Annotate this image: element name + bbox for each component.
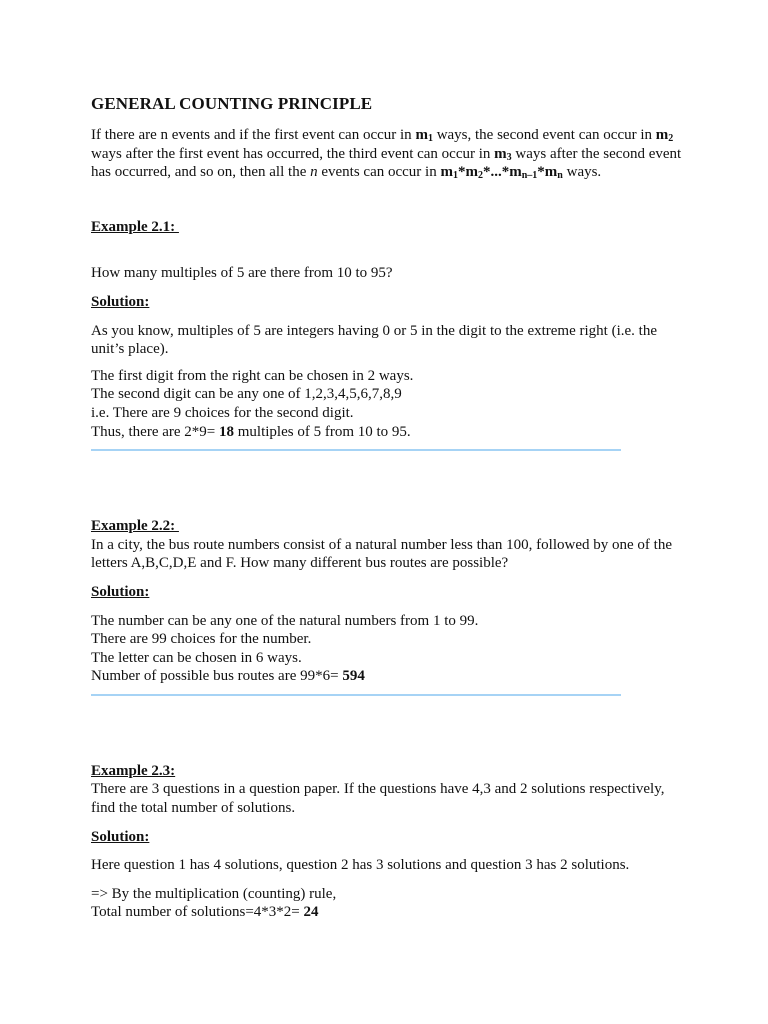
intro-paragraph: If there are n events and if the first event can occur in $m_1$ ways, the second event can occur in $m_2$ ways after the first event has occurred, the third event can occur in $m_3$ ways after the second event has occurred, and so on, then all the n events can occur in $m_1*m_2*...*m_{n-1}*m_n$ ways. [91,127,682,182]
divider [91,694,621,696]
example-2-3-heading: Example 2.3: [91,762,176,779]
step-final: Number of possible bus routes are 99*6= 594 [91,668,365,685]
document-page [91,94,691,922]
example-2-2-question: In a city, the bus route numbers consist of a natural number less than 100, followed by one of the letters A,B,C,D,E and F. How many different bus routes are possible? [91,536,672,572]
page-title: GENERAL COUNTING PRINCIPLE [91,94,373,113]
step-line: The second digit can be any one of 1,2,3,4,5,6,7,8,9 [91,386,402,403]
example-2-1-heading: Example 2.1: [91,218,179,235]
example-2-3-para: Here question 1 has 4 solutions, question 2 has 3 solutions and question 3 has 2 solutions. [91,857,630,874]
answer-value: 18 [219,423,234,440]
example-2-1-solution-label: Solution: [91,293,150,310]
example-2-1-para: As you know, multiples of 5 are integers having 0 or 5 in the digit to the extreme right (i.e. the unit’s place). [91,322,657,358]
example-2-3-solution-label: Solution: [91,828,150,845]
example-2-1-steps [91,367,691,441]
step-line: The number can be any one of the natural numbers from 1 to 99. [91,612,479,629]
example-2-3-question: There are 3 questions in a question paper. If the questions have 4,3 and 2 solutions respectively, find the total number of solutions. [91,781,665,817]
answer-value: 24 [303,904,319,921]
step-line: i.e. There are 9 choices for the second digit. [91,404,354,421]
divider [91,449,621,451]
step-line: The letter can be chosen in 6 ways. [91,649,302,666]
example-2-2-steps [91,612,691,686]
step-line: => By the multiplication (counting) rule, [91,885,337,902]
example-2-2-heading: Example 2.2: [91,518,179,535]
step-final: Thus, there are 2*9= 18 multiples of 5 from 10 to 95. [91,423,411,440]
step-line: There are 99 choices for the number. [91,631,312,648]
example-2-2-solution-label: Solution: [91,583,150,600]
answer-value: 594 [342,668,365,685]
example-2-1-question: How many multiples of 5 are there from 10 to 95? [91,265,393,282]
step-line: The first digit from the right can be chosen in 2 ways. [91,367,414,384]
example-2-3-steps [91,885,691,922]
product-formula: $m_1*m_2*...*m_{n-1}*m_n$ [440,164,563,182]
step-final: Total number of solutions=4*3*2= 24 [91,904,319,921]
